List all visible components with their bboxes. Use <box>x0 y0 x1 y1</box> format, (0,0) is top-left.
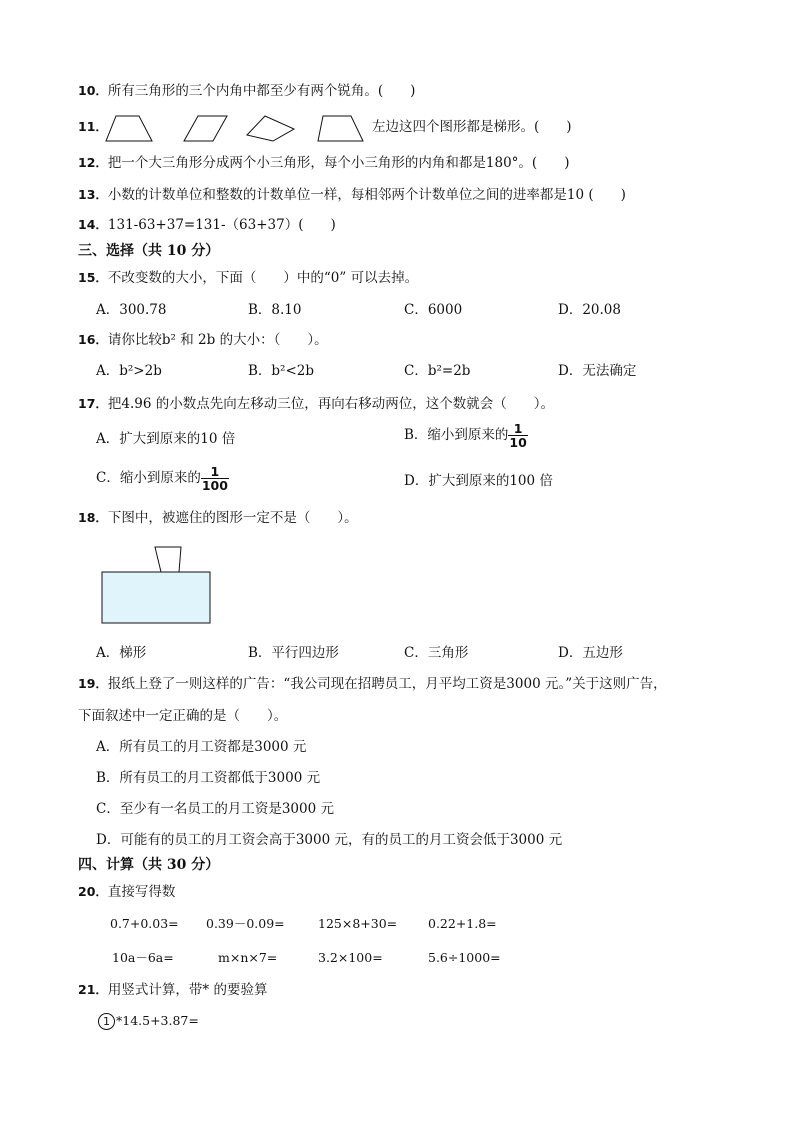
option-a[interactable]: A．梯形 <box>96 645 147 661</box>
question-text: 请你比较b² 和 2b 的大小：（ ）。 <box>107 332 328 348</box>
calc-item: 0.39－0.09= <box>206 916 285 931</box>
question-number: 18． <box>78 510 108 525</box>
question-text: 所有三角形的三个内角中都至少有两个锐角。( ) <box>107 83 416 99</box>
question-number: 20． <box>78 884 108 899</box>
question-number: 19． <box>78 676 108 691</box>
option-d[interactable]: D．扩大到原来的100 倍 <box>404 473 553 489</box>
question-number: 11． <box>78 119 108 134</box>
fraction-one-hundredth <box>201 465 229 492</box>
question-13 <box>78 186 626 204</box>
question-number: 13． <box>78 187 108 202</box>
question-19 <box>78 675 667 693</box>
question-19-text-line2: 下面叙述中一定正确的是（ ）。 <box>78 708 288 724</box>
question-12 <box>78 154 569 172</box>
option-d[interactable]: D．无法确定 <box>558 363 637 379</box>
option-b[interactable]: B．所有员工的月工资都低于3000 元 <box>96 770 321 786</box>
question-11-text: 左边这四个图形都是梯形。( ) <box>372 119 572 135</box>
option-d[interactable]: D．可能有的员工的月工资会高于3000 元，有的员工的月工资会低于3000 元 <box>96 832 563 848</box>
question-number: 16． <box>78 332 108 347</box>
trapezoid-shape <box>106 116 152 141</box>
question-text: 131-63+37=131-（63+37）( ) <box>107 217 336 233</box>
option-c-text: C．缩小到原来的 <box>96 470 201 486</box>
shape-figures <box>100 110 370 146</box>
sub-item-text: *14.5+3.87= <box>116 1013 199 1028</box>
option-c[interactable]: C．三角形 <box>404 645 469 661</box>
question-number: 17． <box>78 396 108 411</box>
denominator: 100 <box>201 478 228 493</box>
option-a[interactable]: A．b²>2b <box>96 363 162 379</box>
question-number: 14． <box>78 217 108 232</box>
option-c[interactable]: C．至少有一名员工的月工资是3000 元 <box>96 801 334 817</box>
option-d[interactable]: D．20.08 <box>558 302 621 318</box>
question-17 <box>78 395 554 413</box>
option-c[interactable] <box>96 465 229 492</box>
calc-item: 5.6÷1000= <box>428 950 501 965</box>
question-text: 下图中，被遮住的图形一定不是（ ）。 <box>107 510 358 526</box>
question-16 <box>78 331 328 349</box>
parallelogram-shape <box>184 116 227 141</box>
option-b-text: B．缩小到原来的 <box>404 427 509 443</box>
option-a[interactable]: A．扩大到原来的10 倍 <box>96 431 236 447</box>
option-b[interactable]: B．平行四边形 <box>248 645 339 661</box>
numerator: 1 <box>508 422 527 436</box>
sub-item-1 <box>98 1013 199 1030</box>
question-number: 12． <box>78 155 108 170</box>
question-10 <box>78 82 415 100</box>
question-21 <box>78 981 267 999</box>
option-b[interactable]: B．8.10 <box>248 302 302 318</box>
question-15 <box>78 269 418 287</box>
option-b[interactable]: B．b²<2b <box>248 363 315 379</box>
question-text: 直接写得数 <box>107 884 176 900</box>
option-c[interactable]: C．6000 <box>404 302 463 318</box>
partial-shape-edge <box>155 547 181 572</box>
question-18 <box>78 509 358 527</box>
calc-item: 0.7+0.03= <box>110 916 179 931</box>
question-number: 10． <box>78 83 108 98</box>
trapezoid-shape-2 <box>318 116 363 141</box>
option-b[interactable] <box>404 422 528 449</box>
question-number: 15． <box>78 270 108 285</box>
calc-item: 10a－6a= <box>112 950 174 965</box>
option-c[interactable]: C．b²=2b <box>404 363 471 379</box>
calc-item: 125×8+30= <box>318 916 398 931</box>
question-text: 小数的计数单位和整数的计数单位一样，每相邻两个计数单位之间的进率都是10 ( ) <box>107 187 626 203</box>
hidden-shape-figure <box>98 544 216 628</box>
question-text: 不改变数的大小，下面（ ）中的“0” 可以去掉。 <box>107 270 419 286</box>
denominator: 10 <box>509 435 527 450</box>
circled-number: 1 <box>98 1013 115 1030</box>
section-heading: 三、选择（共 10 分） <box>78 243 220 259</box>
calc-item: m×n×7= <box>218 950 278 965</box>
question-20 <box>78 883 175 901</box>
question-text: 用竖式计算，带* 的要验算 <box>107 982 268 998</box>
option-a[interactable]: A．所有员工的月工资都是3000 元 <box>96 739 307 755</box>
numerator: 1 <box>201 465 229 479</box>
question-number: 21． <box>78 982 108 997</box>
section-heading: 四、计算（共 30 分） <box>78 857 220 873</box>
question-text: 把一个大三角形分成两个小三角形，每个小三角形的内角和都是180°。( ) <box>107 155 570 171</box>
calc-item: 3.2×100= <box>318 950 383 965</box>
covering-rectangle <box>102 572 210 623</box>
question-text: 报纸上登了一则这样的广告：“我公司现在招聘员工，月平均工资是3000 元。”关于这则广告， <box>107 676 667 692</box>
question-text: 把4.96 的小数点先向左移动三位，再向右移动两位，这个数就会（ ）。 <box>107 396 555 412</box>
option-d[interactable]: D．五边形 <box>558 645 623 661</box>
question-14 <box>78 216 336 234</box>
option-a[interactable]: A．300.78 <box>96 302 167 318</box>
calc-item: 0.22+1.8= <box>428 916 497 931</box>
quadrilateral-shape <box>247 116 294 141</box>
fraction-one-tenth <box>508 422 527 449</box>
